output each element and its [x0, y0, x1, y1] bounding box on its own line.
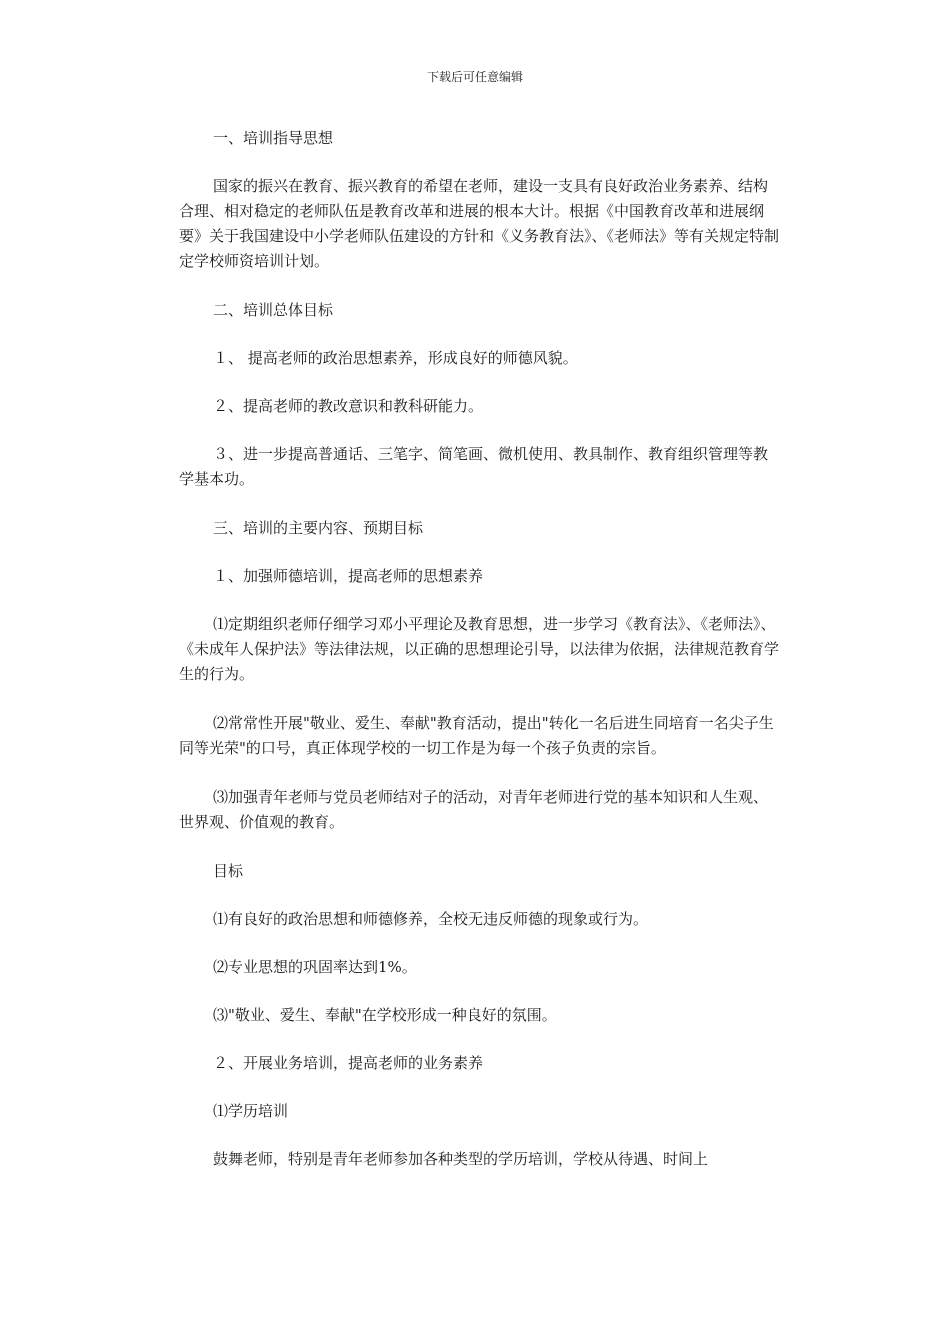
list-item: １、 提高老师的政治思想素养，形成良好的师德风貌。	[213, 349, 578, 367]
subheading: ⑴学历培训	[213, 1102, 289, 1120]
paragraph: ⑶加强青年老师与党员老师结对子的活动，对青年老师进行党的基本知识和人生观、世界观、价值观的教育。	[179, 788, 769, 831]
subsection-heading: １、加强师德培训，提高老师的思想素养	[213, 567, 484, 585]
paragraph: ⑵常常性开展"敬业、爱生、奉献"教育活动，提出"转化一名后进生同培育一名尖子生同等光荣"的口号，真正体现学校的一切工作是为每一个孩子负责的宗旨。	[179, 714, 774, 757]
paragraph: ⑴定期组织老师仔细学习邓小平理论及教育思想，进一步学习《教育法》、《老师法》、《未成年人保护法》等法律法规，以正确的思想理论引导，以法律为依据，法律规范教育学生的行为。	[179, 615, 780, 683]
list-item: ⑵专业思想的巩固率达到1%。	[213, 958, 417, 976]
section-heading-3: 三、培训的主要内容、预期目标	[213, 519, 424, 537]
section-heading-2: 二、培训总体目标	[213, 301, 334, 319]
paragraph: 国家的振兴在教育、振兴教育的希望在老师，建设一支具有良好政治业务素养、结构合理、相对稳定的老师队伍是教育改革和进展的根本大计。根据《中国教育改革和进展纲要》关于我国建设中小学老师队伍建设的方针和《义务教育法》、《老师法》等有关规定特制定学校师资培训计划。	[179, 177, 780, 270]
list-item: ３、进一步提高普通话、三笔字、简笔画、微机使用、教具制作、教育组织管理等教学基本功。	[179, 445, 769, 488]
section-heading-1: 一、培训指导思想	[213, 129, 334, 147]
list-item: ⑶"敬业、爱生、奉献"在学校形成一种良好的氛围。	[213, 1006, 557, 1024]
subheading-goals: 目标	[213, 862, 244, 880]
list-item: ２、提高老师的教改意识和教科研能力。	[213, 397, 484, 415]
document-body	[179, 126, 779, 1172]
subsection-heading: ２、开展业务培训，提高老师的业务素养	[213, 1054, 484, 1072]
page-header: 下载后可任意编辑	[426, 70, 523, 84]
list-item: ⑴有良好的政治思想和师德修养，全校无违反师德的现象或行为。	[213, 910, 649, 928]
paragraph: 鼓舞老师，特别是青年老师参加各种类型的学历培训，学校从待遇、时间上	[213, 1150, 709, 1168]
